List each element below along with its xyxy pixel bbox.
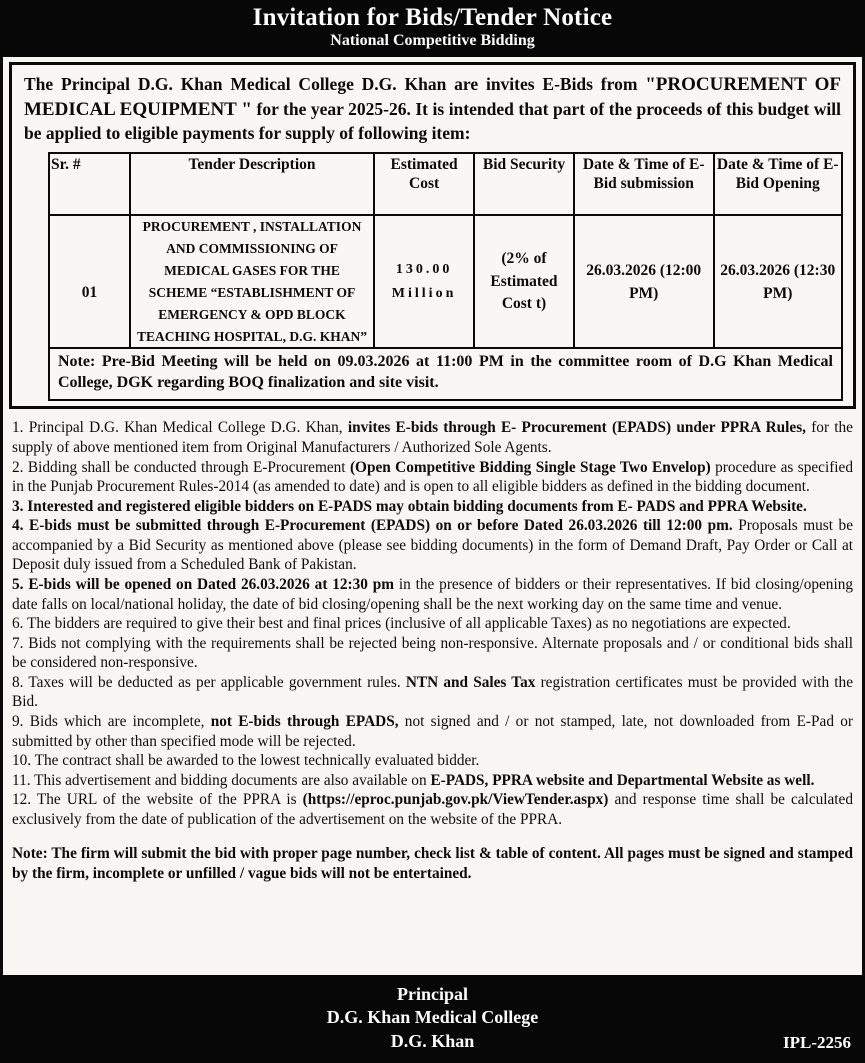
intro-paragraph [24, 72, 841, 145]
text-segment: Note: The firm will submit the bid with proper page number, check list & table of content. All pages must be signed and stamped by the firm, incomplete or unfilled / vague bids will not be entertained. [12, 845, 853, 883]
text-segment: in the presence of bidders or their representatives. If bid closing/opening date falls on local/national holiday, the date of bid closing/opening shall be the next working day on the same time and venue. [12, 575, 853, 613]
text-segment: 12. The URL of the website of the PPRA is [12, 791, 303, 809]
text-segment: registration certificates must be provided with the Bid. [12, 673, 853, 711]
signatory-institution: D.G. Khan Medical College [326, 1007, 539, 1028]
term-item [12, 634, 853, 673]
cell-submission: 26.03.2026 (12:00 PM) [574, 215, 714, 348]
bid-submission-note [12, 844, 853, 884]
term-item [12, 516, 853, 575]
term-item [12, 712, 853, 751]
intro-section [9, 62, 856, 409]
terms-section [12, 418, 853, 829]
column-header-bid-security: Bid Security [474, 153, 574, 215]
column-header-submission: Date & Time of E-Bid submission [574, 153, 714, 215]
column-header-sr: Sr. # [49, 153, 130, 215]
term-item [12, 575, 853, 614]
text-segment: The Principal D.G. Khan Medical College D.G. Khan are invites E-Bids from [24, 74, 646, 94]
text-segment: for the supply of above mentioned item from Original Manufacturers / Authorized Sole Agents. [12, 419, 853, 456]
text-segment: 4. E-bids must be submitted through E-Procurement (EPADS) on or before Dated 26.03.2026 till 12:00 pm. [12, 517, 733, 535]
text-segment: and response time shall be calculated exclusively from the date of publication of the advertisement on the website of the PPRA. [12, 791, 853, 828]
text-segment: 3. Interested and registered eligible bidders on E-PADS may obtain bidding documents from E- PADS and PPRA Website. [12, 497, 807, 515]
table-row [49, 215, 842, 348]
text-segment: (https://eproc.punjab.gov.pk/ViewTender.aspx) [302, 791, 609, 809]
advert-reference: IPL-2256 [783, 1033, 851, 1052]
text-segment: 9. Bids which are incomplete, [12, 713, 211, 731]
signature-banner [0, 975, 865, 1063]
text-segment: 5. E-bids will be opened on Dated 26.03.2026 at 12:30 pm [12, 575, 395, 593]
cell-opening: 26.03.2026 (12:30 PM) [714, 215, 843, 348]
text-segment: E-PADS, PPRA website and Departmental Website as well. [430, 771, 815, 789]
text-segment: 10. The contract shall be awarded to the lowest technically evaluated bidder. [12, 752, 480, 770]
text-segment: 7. Bids not complying with the requirements shall be rejected being non-responsive. Alternate proposals and / or conditional bids shall be considered non-responsive. [12, 634, 853, 672]
text-segment: procedure as specified in the Punjab Procurement Rules-2014 (as amended to date) and is open to all eligible bidders as defined in the bidding document. [12, 458, 853, 496]
text-segment: Proposals must be accompanied by a Bid Security as mentioned above (please see bidding documents) in the form of Demand Draft, Pay Order or Call at Deposit duly issued from a Scheduled Bank of Pakistan. [12, 517, 853, 574]
signatory-city: D.G. Khan [390, 1030, 475, 1051]
signatory-title: Principal [397, 984, 468, 1004]
term-item [12, 418, 853, 457]
cell-description: PROCUREMENT , INSTALLATION AND COMMISSIONING OF MEDICAL GASES FOR THE SCHEME “ESTABLISHMENT OF EMERGENCY & OPD BLOCK TEACHING HOSPITAL, D.G. KHAN” [130, 215, 374, 348]
prebid-meeting-note: Note: Pre-Bid Meeting will be held on 09.03.2026 at 11:00 PM in the committee room of D.G Khan Medical College, DGK regarding BOQ finalization and site visit. [49, 348, 842, 400]
text-segment: "PROCUREMENT OF MEDICAL EQUIPMENT " [24, 74, 841, 121]
text-segment: 1. Principal D.G. Khan Medical College D.G. Khan, [12, 419, 348, 437]
column-header-opening: Date & Time of E-Bid Opening [714, 153, 843, 215]
term-item [12, 614, 853, 634]
term-item [12, 751, 853, 771]
text-segment: invites E-bids through E- Procurement (EPADS) under PPRA Rules, [347, 419, 806, 437]
text-segment: 8. Taxes will be deducted as per applicable government rules. [12, 673, 406, 691]
cell-sr: 01 [49, 215, 130, 348]
term-item [12, 673, 853, 712]
term-item [12, 790, 853, 829]
cell-bid-security: (2% of Estimated Cost t) [474, 215, 574, 348]
text-segment: for the year 2025-26. It is intended that part of the proceeds of this budget will be applied to eligible payments for supply of following item: [24, 99, 841, 144]
tender-table [48, 152, 843, 401]
column-header-estimated-cost: Estimated Cost [374, 153, 474, 215]
table-note-row [49, 348, 842, 400]
term-item [12, 771, 853, 791]
notice-banner [0, 0, 865, 57]
text-segment: 6. The bidders are required to give their best and final prices (inclusive of all applicable Taxes) as no negotiations are expected. [12, 615, 791, 633]
table-header-row [49, 153, 842, 215]
notice-subtitle: National Competitive Bidding [330, 31, 535, 49]
column-header-description: Tender Description [130, 153, 374, 215]
notice-title: Invitation for Bids/Tender Notice [252, 4, 613, 31]
text-segment: NTN and Sales Tax [405, 673, 536, 691]
cell-estimated-cost: 130.00 Million [374, 215, 474, 348]
text-segment: not signed and / or not stamped, late, not downloaded from E-Pad or submitted by other than specified mode will be rejected. [12, 713, 853, 750]
text-segment: 11. This advertisement and bidding documents are also available on [12, 771, 431, 789]
notice-body [0, 57, 865, 975]
text-segment: (Open Competitive Bidding Single Stage Two Envelop) [349, 458, 711, 476]
text-segment: 2. Bidding shall be conducted through E-Procurement [12, 458, 350, 476]
text-segment: not E-bids through EPADS, [210, 713, 399, 731]
term-item [12, 458, 853, 497]
term-item [12, 497, 853, 517]
